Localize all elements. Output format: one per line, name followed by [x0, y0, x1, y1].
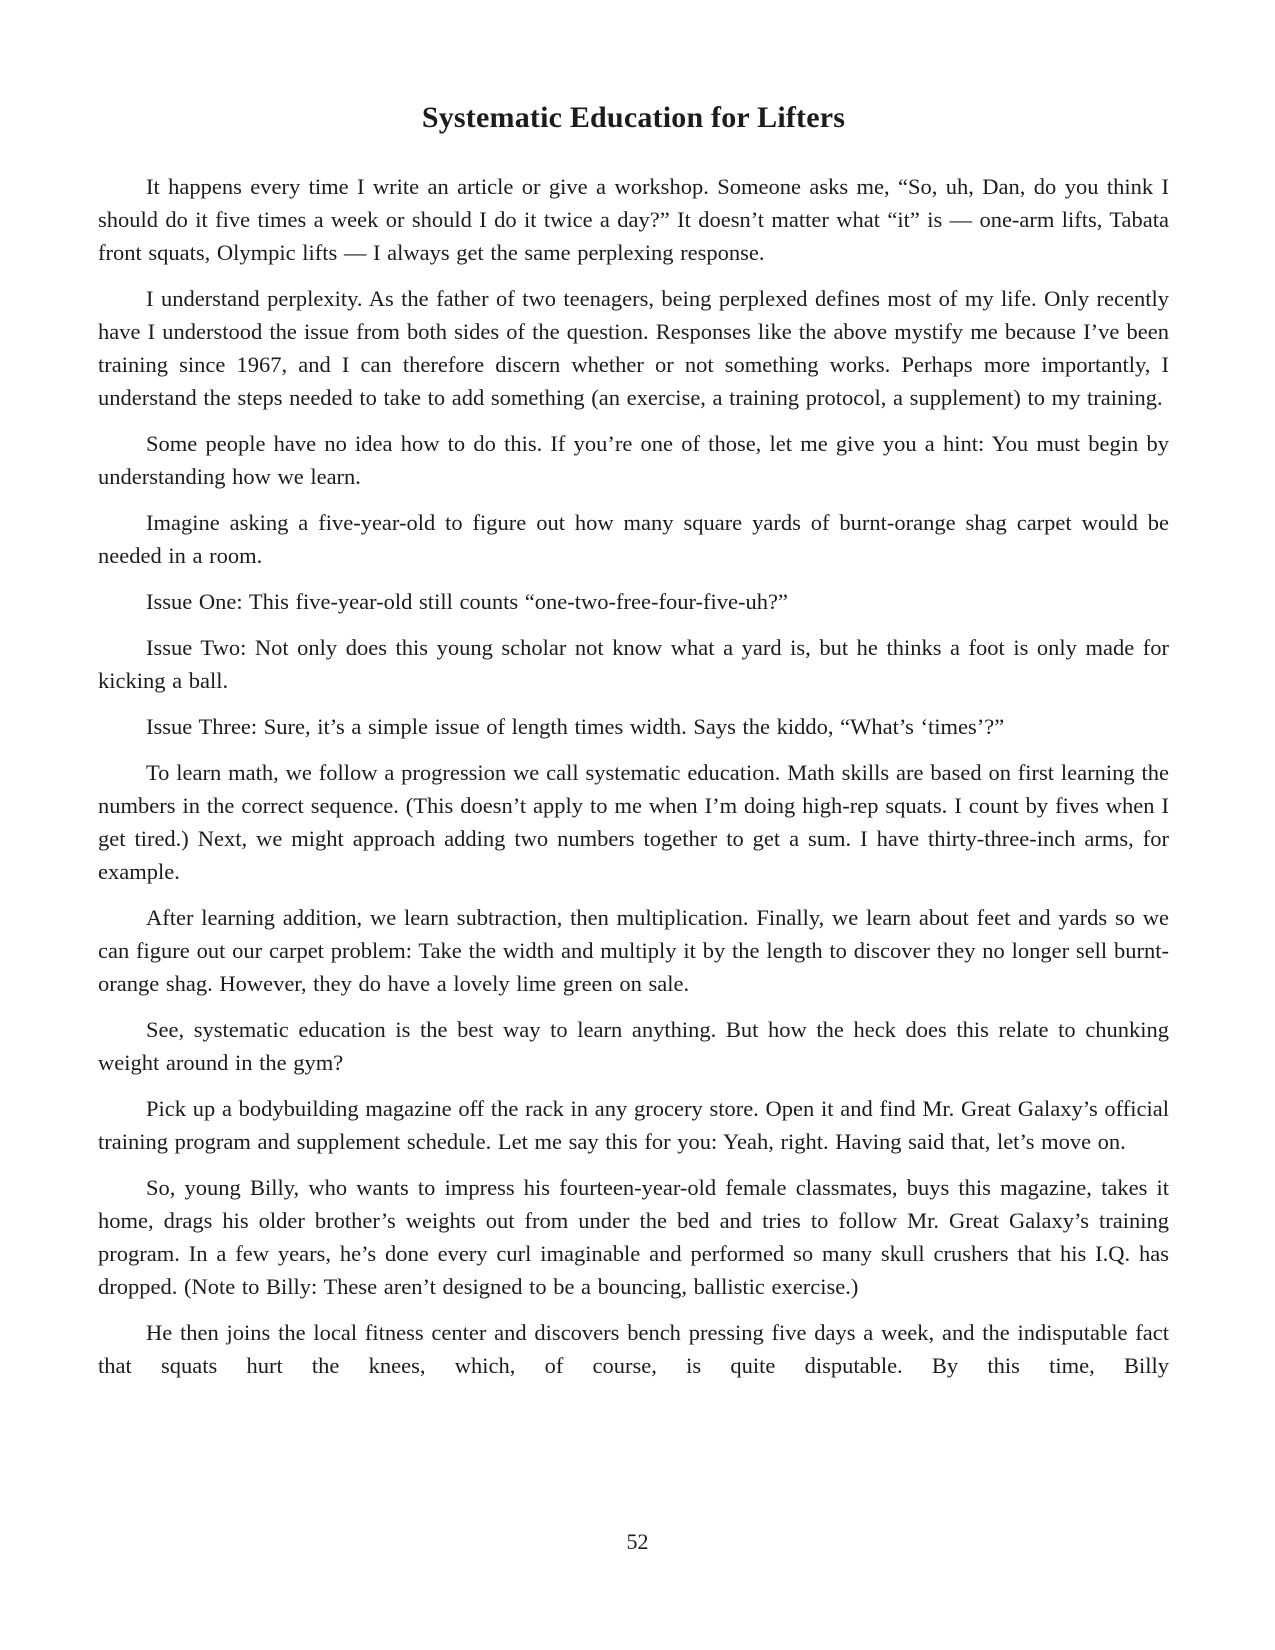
- paragraph: Issue Three: Sure, it’s a simple issue of length times width. Says the kiddo, “What’s ‘times’?”: [146, 714, 1005, 739]
- paragraph: Issue Two: Not only does this young scholar not know what a yard is, but he thinks a foot is only made for kicking a ball.: [98, 635, 1169, 693]
- paragraph: I understand perplexity. As the father of two teenagers, being perplexed defines most of my life. Only recently have I understood the issue from both sides of the question. Responses like the above mystify me because I’ve been training since 1967, and I can therefore discern whether or not something works. Perhaps more importantly, I understand the steps needed to take to add something (an exercise, a training protocol, a supplement) to my training.: [98, 286, 1169, 410]
- paragraph: Issue One: This five-year-old still counts “one-two-free-four-five-uh?”: [146, 589, 788, 614]
- paragraph: Pick up a bodybuilding magazine off the rack in any grocery store. Open it and find Mr. Great Galaxy’s official training program and supplement schedule. Let me say this for you: Yeah, right. Having said that, let’s move on.: [98, 1096, 1169, 1154]
- paragraph: See, systematic education is the best way to learn anything. But how the heck does this relate to chunking weight around in the gym?: [98, 1017, 1169, 1075]
- paragraph: To learn math, we follow a progression we call systematic education. Math skills are based on first learning the numbers in the correct sequence. (This doesn’t apply to me when I’m doing high-rep squats. I count by fives when I get tired.) Next, we might approach adding two numbers together to get a sum. I have thirty-three-inch arms, for example.: [98, 760, 1169, 884]
- page-number: 52: [626, 1529, 649, 1554]
- paragraph: So, young Billy, who wants to impress his fourteen-year-old female classmates, buys this magazine, takes it home, drags his older brother’s weights out from under the bed and tries to follow Mr. Great Galaxy’s training program. In a few years, he’s done every curl imaginable and performed so many skull crushers that his I.Q. has dropped. (Note to Billy: These aren’t designed to be a bouncing, ballistic exercise.): [98, 1175, 1169, 1299]
- paragraph: Imagine asking a five-year-old to figure out how many square yards of burnt-orange shag carpet would be needed in a room.: [98, 510, 1169, 568]
- body-text: [98, 170, 1169, 1382]
- paragraph: He then joins the local fitness center and discovers bench pressing five days a week, and the indisputable fact that squats hurt the knees, which, of course, is quite disputable. By this time, Billy: [98, 1320, 1169, 1378]
- paragraph: It happens every time I write an article or give a workshop. Someone asks me, “So, uh, Dan, do you think I should do it five times a week or should I do it twice a day?” It doesn’t matter what “it” is — one-arm lifts, Tabata front squats, Olympic lifts — I always get the same perplexing response.: [98, 174, 1169, 265]
- paragraph: After learning addition, we learn subtraction, then multiplication. Finally, we learn about feet and yards so we can figure out our carpet problem: Take the width and multiply it by the length to discover they no longer sell burnt-orange shag. However, they do have a lovely lime green on sale.: [98, 905, 1169, 996]
- page-title: Systematic Education for Lifters: [421, 101, 846, 134]
- paragraph: Some people have no idea how to do this. If you’re one of those, let me give you a hint: You must begin by understanding how we learn.: [98, 431, 1169, 489]
